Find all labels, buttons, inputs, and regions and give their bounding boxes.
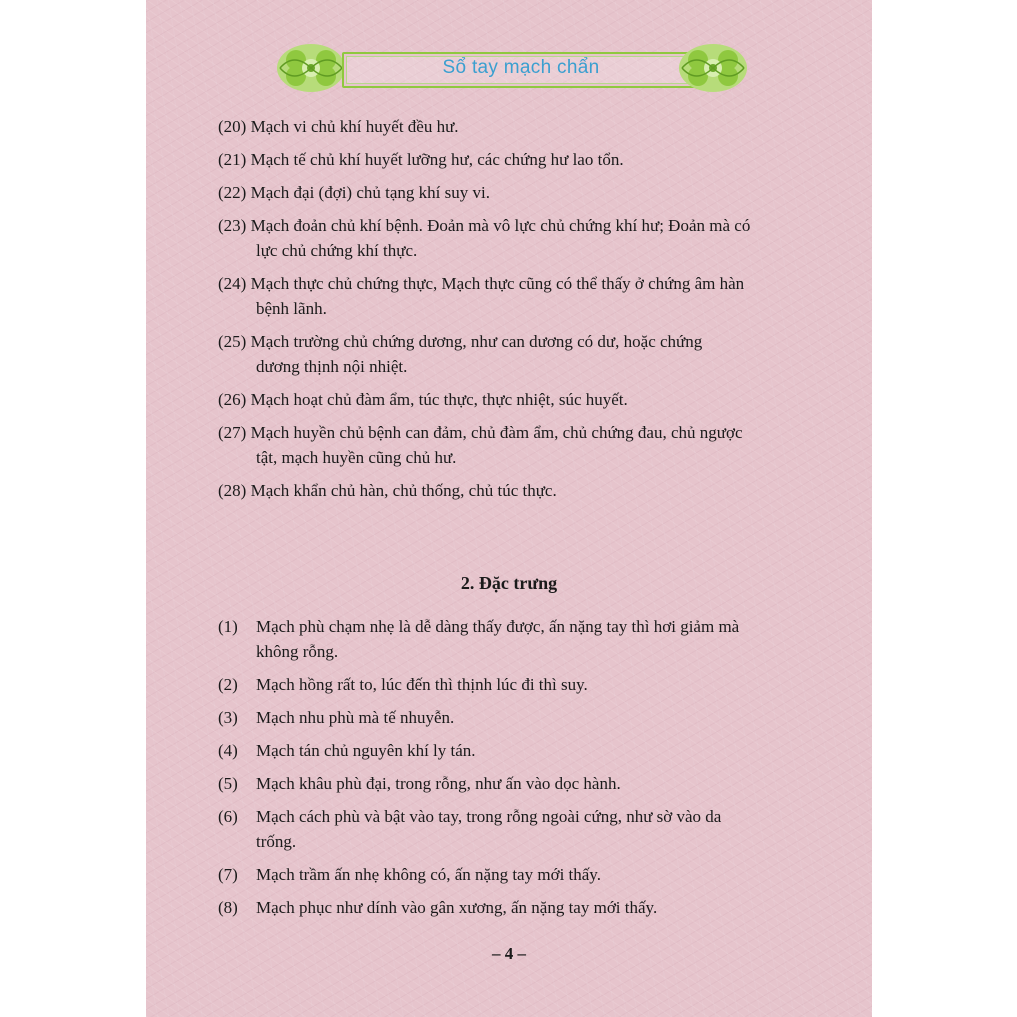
page-number: – 4 – <box>492 944 526 963</box>
list-item <box>218 862 798 887</box>
list-item-text: Mạch hồng rất to, lúc đến thì thịnh lúc đi thì suy. <box>256 675 588 694</box>
list-item <box>218 329 798 379</box>
list-item-text: Mạch tán chủ nguyên khí ly tán. <box>256 741 476 760</box>
list-item-text: (24) Mạch thực chủ chứng thực, Mạch thực cũng có thể thấy ở chứng âm hàn <box>218 274 745 293</box>
list-item <box>218 147 798 172</box>
list-item-text: Mạch trầm ấn nhẹ không có, ấn nặng tay mới thấy. <box>256 865 601 884</box>
list-item <box>218 895 798 920</box>
list-item-text: (22) Mạch đại (đợi) chủ tạng khí suy vi. <box>218 183 490 202</box>
list-item-number: (2) <box>218 675 238 694</box>
list-item <box>218 738 798 763</box>
page-header <box>146 0 872 110</box>
list-item-text: (23) Mạch đoản chủ khí bệnh. Đoản mà vô lực chủ chứng khí hư; Đoản mà có <box>218 216 751 235</box>
list-item <box>218 614 798 664</box>
list-item-number: (8) <box>218 898 238 917</box>
list-item-number: (3) <box>218 708 238 727</box>
list-item-text: Mạch phù chạm nhẹ là dễ dàng thấy được, ấn nặng tay thì hơi giảm mà <box>256 617 740 636</box>
list-item-number: (4) <box>218 741 238 760</box>
list-item-continuation: dương thịnh nội nhiệt. <box>256 357 408 376</box>
list-item <box>218 387 798 412</box>
list-item-text: (21) Mạch tế chủ khí huyết lưỡng hư, các chứng hư lao tổn. <box>218 150 624 169</box>
list-item <box>218 114 798 139</box>
list-item <box>218 672 798 697</box>
running-header-title: Sổ tay mạch chẩn <box>442 57 600 78</box>
book-page <box>146 0 872 1017</box>
list-item-number: (7) <box>218 865 238 884</box>
list-item-continuation: trống. <box>256 832 297 851</box>
list-item-continuation: không rỗng. <box>256 642 339 661</box>
list-item-number: (1) <box>218 617 238 636</box>
list-item <box>218 804 798 854</box>
list-item-text: (27) Mạch huyền chủ bệnh can đảm, chủ đàm ẩm, chủ chứng đau, chủ ngược <box>218 423 743 442</box>
list-item-text: Mạch khâu phù đại, trong rỗng, như ấn vào dọc hành. <box>256 774 621 793</box>
list-item <box>218 478 798 503</box>
list-item-text: Mạch nhu phù mà tế nhuyễn. <box>256 708 455 727</box>
list-item-text: Mạch phục như dính vào gân xương, ấn nặng tay mới thấy. <box>256 898 658 917</box>
list-item-number: (5) <box>218 774 238 793</box>
list-item-text: (25) Mạch trường chủ chứng dương, như can dương có dư, hoặc chứng <box>218 332 703 351</box>
list-item-number: (6) <box>218 807 238 826</box>
list-item <box>218 771 798 796</box>
list-item-text: (20) Mạch vi chủ khí huyết đều hư. <box>218 117 459 136</box>
list-item-continuation: tật, mạch huyền cũng chủ hư. <box>256 448 457 467</box>
list-item-text: (26) Mạch hoạt chủ đàm ẩm, túc thực, thực nhiệt, súc huyết. <box>218 390 628 409</box>
list-item <box>218 420 798 470</box>
list-item-text: (28) Mạch khẩn chủ hàn, chủ thống, chủ túc thực. <box>218 481 557 500</box>
floral-ornament-right-icon <box>676 40 750 96</box>
section-heading: 2. Đặc trưng <box>460 573 558 593</box>
list-item-continuation: lực chủ chứng khí thực. <box>256 241 418 260</box>
pulse-characteristics-list <box>218 614 798 928</box>
list-item-text: Mạch cách phù và bật vào tay, trong rỗng ngoài cứng, như sờ vào da <box>256 807 722 826</box>
list-item <box>218 180 798 205</box>
list-item <box>218 213 798 263</box>
list-item-continuation: bệnh lãnh. <box>256 299 327 318</box>
pulse-indications-list <box>218 114 798 511</box>
list-item <box>218 271 798 321</box>
floral-ornament-left-icon <box>274 40 348 96</box>
list-item <box>218 705 798 730</box>
